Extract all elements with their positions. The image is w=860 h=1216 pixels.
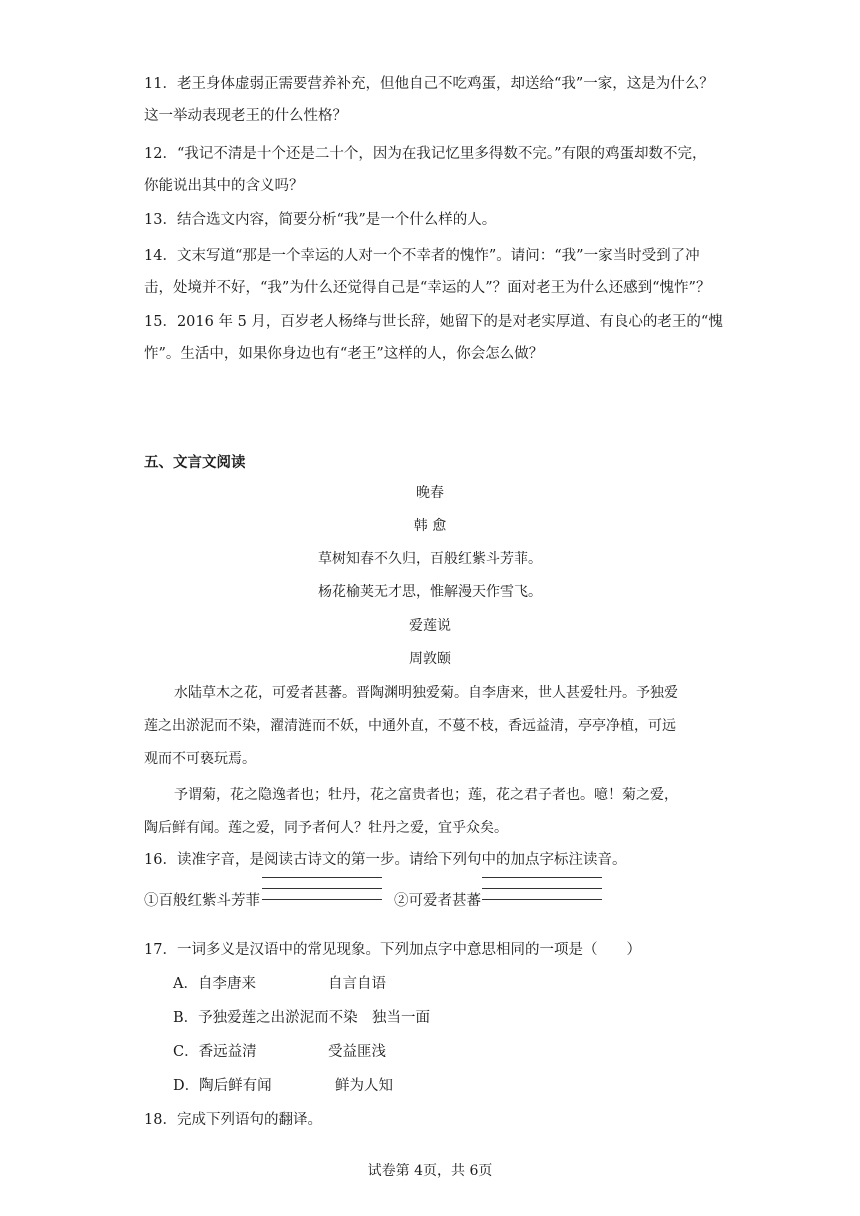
question-11-line-2: 这一举动表现老王的什么性格？ (144, 108, 347, 124)
option-a-right: 自言自语 (328, 976, 386, 992)
question-14-line-2: 击，处境并不好，“我”为什么还觉得自己是“幸运的人”？面对老王为什么还感到“愧怍”？ (144, 280, 711, 296)
poem-line: 杨花榆荚无才思，惟解漫天作雪飞。 (318, 584, 542, 600)
question-12-line-1: 12．“我记不清是十个还是二十个，因为在我记忆里多得数不完。”有限的鸡蛋却数不完， (144, 146, 707, 162)
essay-para1-line: 观而不可亵玩焉。 (144, 751, 256, 767)
question-16-stem: 16．读准字音，是阅读古诗文的第一步。请给下列句中的加点字标注读音。 (144, 852, 627, 868)
essay-para1-line: 水陆草木之花，可爱者甚蕃。晋陶渊明独爱菊。自李唐来，世人甚爱牡丹。予独爱 (174, 685, 678, 701)
option-a-left[interactable]: A．自李唐来 (173, 976, 256, 992)
essay-para1-line: 莲之出淤泥而不染，濯清涟而不妖，中通外直，不蔓不枝，香远益清，亭亭净植，可远 (144, 718, 676, 734)
option-c-left[interactable]: C．香远益清 (173, 1044, 257, 1060)
essay-para2-line: 陶后鲜有闻。莲之爱，同予者何人？牡丹之爱，宜乎众矣。 (144, 820, 508, 836)
question-15-line-1: 15．2016 年 5 月，百岁老人杨绛与世长辞，她留下的是对老实厚道、有良心的老王的“愧 (144, 314, 723, 330)
answer-blank-1[interactable] (262, 877, 382, 913)
question-14-line-1: 14．文末写道“那是一个幸运的人对一个不幸者的愧怍”。请问：“我”一家当时受到了冲 (144, 248, 700, 264)
question-11-line-1: 11．老王身体虚弱正需要营养补充，但他自己不吃鸡蛋，却送给“我”一家，这是为什么？ (144, 76, 714, 92)
question-12-line-2: 你能说出其中的含义吗？ (144, 178, 304, 194)
essay-author: 周敦颐 (409, 651, 451, 667)
question-17-stem: 17．一词多义是汉语中的常见现象。下列加点字中意思相同的一项是（ ） (144, 942, 641, 958)
option-c-right: 受益匪浅 (328, 1044, 386, 1060)
question-18-stem: 18．完成下列语句的翻译。 (144, 1112, 322, 1128)
question-16-item-2: ②可爱者甚蕃 (394, 893, 481, 909)
question-15-line-2: 怍”。生活中，如果你身边也有“老王”这样的人，你会怎么做？ (144, 346, 544, 362)
option-d-right: 鲜为人知 (335, 1078, 393, 1094)
essay-para2-line: 予谓菊，花之隐逸者也；牡丹，花之富贵者也；莲，花之君子者也。噫！菊之爱， (174, 787, 678, 803)
option-d-left[interactable]: D．陶后鲜有闻 (173, 1078, 272, 1094)
question-16-item-1: ①百般红紫斗芳菲 (144, 893, 260, 909)
section-title: 五、文言文阅读 (144, 455, 246, 471)
poem-author: 韩 愈 (413, 518, 447, 534)
question-13: 13．结合选文内容，简要分析“我”是一个什么样的人。 (144, 212, 497, 228)
poem-line: 草树知春不久归，百般红紫斗芳菲。 (318, 551, 542, 567)
page-footer: 试卷第 4页，共 6页 (367, 1163, 493, 1179)
essay-title: 爱莲说 (409, 618, 451, 634)
poem-title: 晚春 (416, 485, 444, 501)
option-b-right: 独当一面 (372, 1010, 430, 1026)
option-b-left[interactable]: B．予独爱莲之出淤泥而不染 (173, 1010, 358, 1026)
answer-blank-2[interactable] (482, 877, 602, 913)
